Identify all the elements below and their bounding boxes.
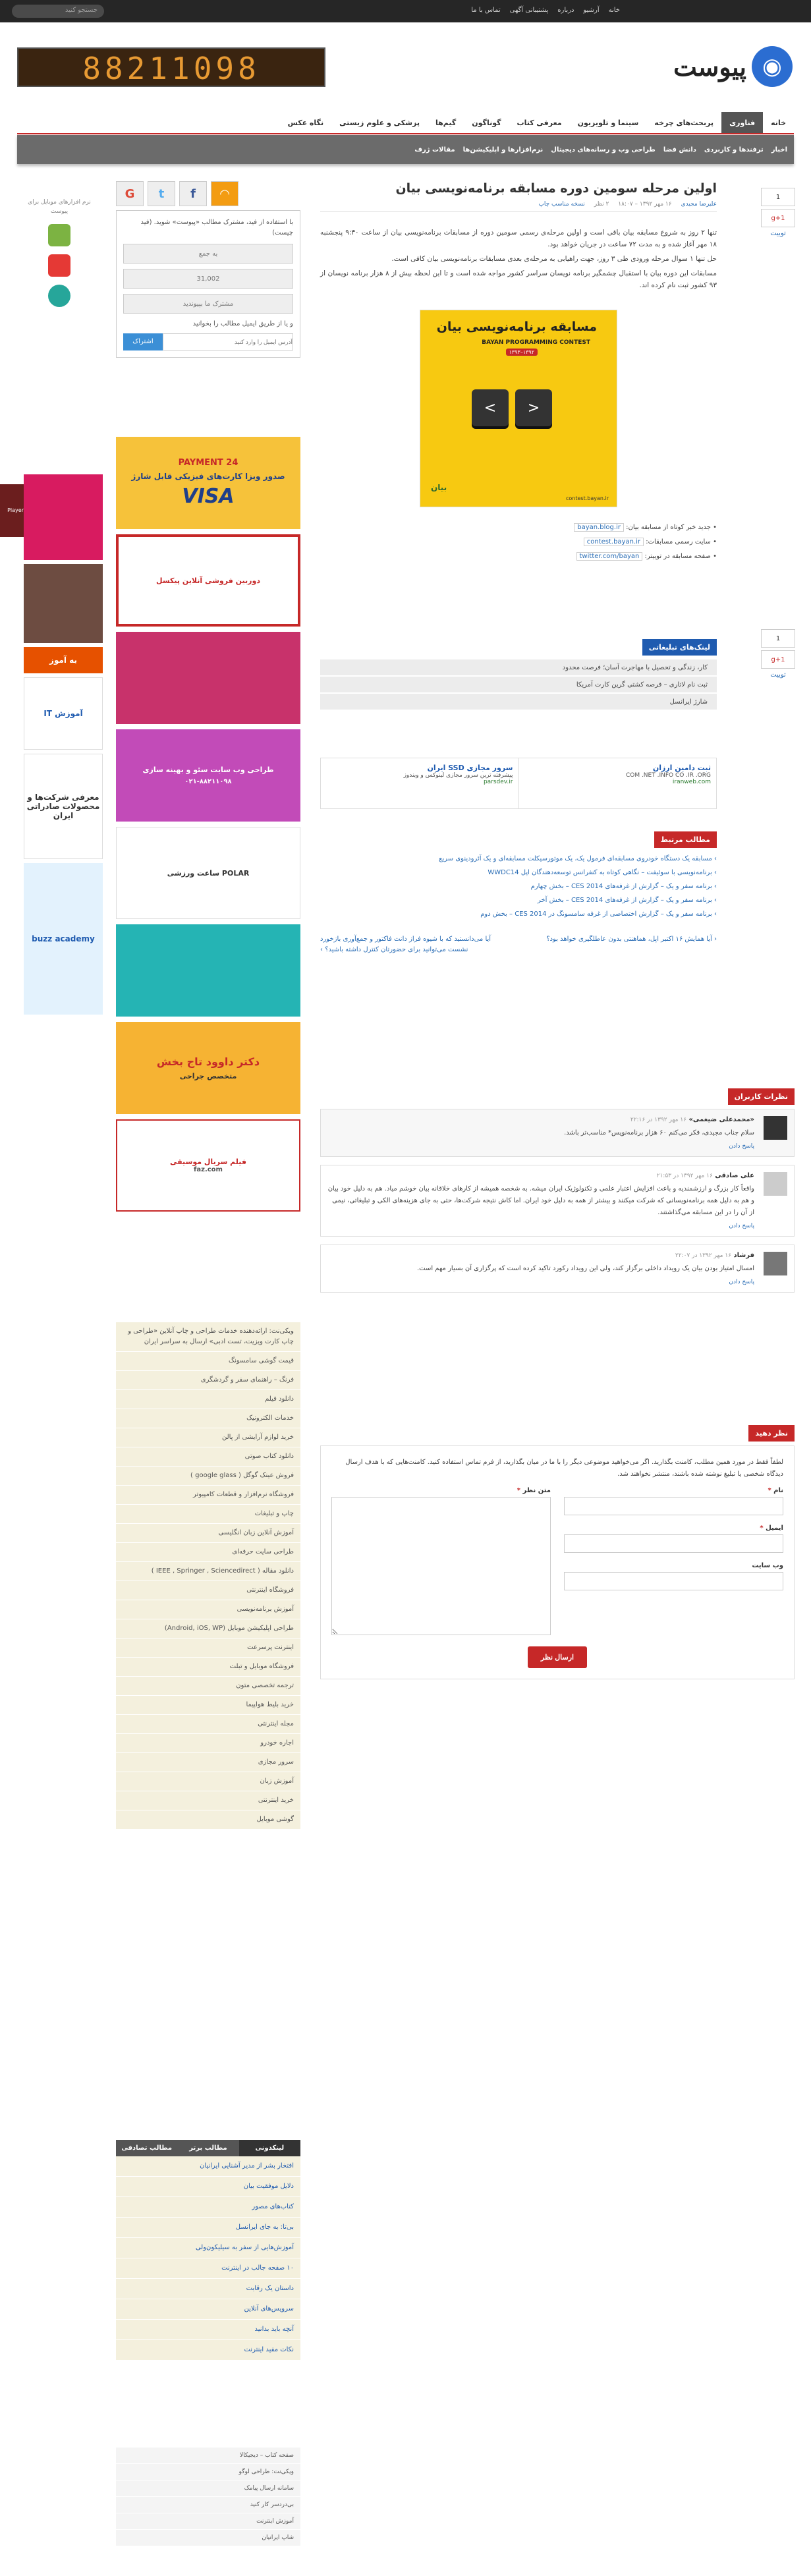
comment-author [327, 1116, 754, 1123]
comment-form-section [320, 1425, 795, 1679]
source-row: • سایت رسمی مسابقات: contest.bayan.ir [320, 535, 717, 549]
sponsored-link[interactable]: آموزش آنلاین زبان انگلیسی [116, 1524, 300, 1543]
social-icons [116, 181, 300, 206]
avatar [764, 1252, 787, 1275]
comment-form [320, 1445, 795, 1679]
tab-item[interactable]: آنچه باید بدانید [116, 2320, 300, 2340]
ad-link[interactable]: شارژ ایرانسل [320, 694, 717, 711]
left-ad-text: معرفی شرکت‌ها و محصولات صادراتی ایران [26, 793, 100, 820]
reply-link[interactable]: پاسخ دادن [729, 1279, 754, 1285]
article-paragraph: مسابقات این دوره بیان با استقبال چشمگیر برنامه نویسان سراسر کشور مواجه شده است و تا این لحظه بیش از ۸ هزار برنامه نویسان از ۹۳ کشور ثبت نام کرده اند. [320, 269, 717, 289]
contest-poster [420, 310, 617, 507]
logo-text: پیوست [673, 51, 746, 82]
source-link[interactable]: bayan.blog.ir [574, 523, 624, 532]
left-ad[interactable] [24, 564, 103, 643]
sponsored-link[interactable]: مجله اینترنتی [116, 1715, 300, 1734]
subnav-item[interactable]: نرم‌افزارها و اپلیکیشن‌ها [462, 146, 544, 154]
sponsored-link[interactable]: فروشگاه موبایل و تبلت [116, 1658, 300, 1677]
comment-author-name[interactable]: «محمدعلی ضیغمی» [688, 1116, 754, 1123]
sponsored-link[interactable]: چاپ و تبلیغات [116, 1505, 300, 1524]
share-rating-2 [761, 629, 795, 679]
top-link[interactable]: آرشیو [583, 7, 600, 14]
ad-links [320, 639, 717, 711]
related-heading: مطالب مرتبط [654, 831, 717, 848]
print-link[interactable]: نسخه مناسب چاپ [538, 201, 585, 208]
source-label: سایت رسمی مسابقات: [646, 538, 711, 546]
source-label: جدید خبر کوتاه از مسابقه بیان: [626, 524, 711, 531]
sponsored-link[interactable]: اینترنت پرسرعت [116, 1638, 300, 1658]
comment-text: امسال امتیاز بودن بیان یک رویداد داخلی برگزار کند، ولی این رویداد رکورد تاکید کرده است که پرگزاری آن بسیار مهم است. [416, 1265, 754, 1272]
article [320, 181, 717, 571]
share-rating [761, 188, 795, 237]
ad-payment[interactable] [116, 437, 300, 529]
sponsored-link[interactable]: ترجمه تخصصی متون [116, 1677, 300, 1696]
email-label-text: ایمیل [766, 1525, 783, 1532]
name-label-text: نام [773, 1487, 783, 1494]
nav-item[interactable]: گیم‌ها [435, 119, 457, 127]
related-item[interactable]: › برنامه سفر و یک – گزارش اختصاصی از غرفه سامسونگ در 2014 CES – بخش دوم [480, 910, 717, 918]
reply-link[interactable]: پاسخ دادن [729, 1223, 754, 1229]
avatar [764, 1172, 787, 1196]
poster-subtitle: BAYAN PROGRAMMING CONTEST [482, 339, 590, 346]
ad-doctor[interactable] [116, 1022, 300, 1114]
source-links [320, 520, 717, 564]
tab-item[interactable]: نکات مفید اینترنت [116, 2340, 300, 2361]
rss-icon[interactable]: ◠ [211, 181, 238, 206]
site-logo[interactable] [673, 46, 793, 87]
prev-post-text[interactable]: آیا همایش ۱۶ اکتبر اپل، هماهنتی بدون عاطلگیری خواهد بود؟ [546, 936, 712, 943]
subscribe-button[interactable]: به جمع [123, 244, 293, 264]
ad-text: POLAR ساعت ورزشی [167, 868, 250, 878]
left-player-panel[interactable] [0, 484, 24, 537]
comment-author-name[interactable]: فرشاد [733, 1252, 754, 1259]
footer-link[interactable]: شاپ ایرانیان [116, 2530, 300, 2546]
sponsored-link[interactable]: فروشگاه اینترنتی [116, 1581, 300, 1600]
related-item[interactable]: › برنامه سفر و یک – گزارش از غرفه‌های 2014 CES – بخش آخر [537, 897, 717, 904]
top-link[interactable]: خانه [608, 7, 620, 14]
sponsored-link[interactable]: فرنگ – راهنمای سفر و گردشگری [116, 1371, 300, 1390]
flipboard-icon[interactable] [48, 254, 70, 277]
nav-item[interactable]: گوناگون [472, 119, 501, 127]
ad-links-list [320, 659, 717, 711]
sponsored-link[interactable]: ویکی‌نت: ارائه‌دهنده خدمات طراحی و چاپ آنلاین «طراحی و چاپ کارت ویزیت، تست ادبی» ارسال به سراسر ایران [116, 1322, 300, 1352]
arrow-left-icon: < [515, 389, 552, 426]
footer-link[interactable]: صفحه کتاب – دیجیکالا [116, 2448, 300, 2464]
tweet-link[interactable]: توییت [770, 230, 786, 237]
nav-item[interactable]: نگاه عکس [287, 119, 324, 127]
article-meta [320, 201, 717, 212]
comment-form-intro: لطفاً فقط در مورد همین مطلب، کامنت بگذارید. اگر می‌خواهید موضوعی دیگر را با ما در میان بگذارید، از فرم تماس استفاده کنید. کامنت‌هایی که با هدف ارسال دیدگاه شخصی یا تبلیغ نوشته شده باشند، منتشر نخواهند شد. [345, 1459, 783, 1478]
tab-body [116, 2156, 300, 2361]
comment-author [327, 1172, 754, 1179]
footer-link[interactable]: بی‌دردسر کار کنید [116, 2497, 300, 2513]
sponsored-link[interactable]: اجاره خودرو [116, 1734, 300, 1753]
ad-teal[interactable] [116, 924, 300, 1017]
footer-links [116, 2448, 300, 2546]
article-paragraph: حل تنها ۱ سوال مرحله ورودی طی ۳ روز، جهت راهیابی به مرحله‌ی بعدی مسابقات برنامه‌نویسی بیان کافی است. [391, 255, 717, 263]
text-label: متن نظر * [517, 1487, 551, 1494]
ad-text: فیلم سریال موسیقی [170, 1158, 246, 1166]
apps-text: نرم افزارهای موبایل برای پیوست [28, 199, 91, 215]
ad-banner-url: iranweb.com [672, 779, 711, 785]
related-list [320, 852, 717, 921]
related-item-text[interactable]: برنامه سفر و یک – گزارش اختصاصی از غرفه سامسونگ در 2014 CES – بخش دوم [480, 910, 712, 918]
tab-bar [116, 2140, 300, 2156]
article-date: ۱۶ مهر ۱۳۹۲ – ۱۸:۰۷ [618, 201, 672, 208]
prev-next-nav [320, 934, 717, 955]
website-field[interactable] [564, 1572, 783, 1590]
tab-item[interactable]: بی‌تا: به جای ایرانسل [116, 2218, 300, 2238]
top-link[interactable]: پشتیبانی آگهی [509, 7, 549, 14]
article-comments[interactable]: ۲ نظر [594, 201, 609, 208]
main-nav [17, 112, 794, 134]
related-item[interactable]: › برنامه سفر و یک – گزارش از غرفه‌های 2014 CES – بخش چهارم [530, 883, 717, 890]
ad-text: دکتر داوود تاج بخش [156, 1055, 260, 1068]
join-button[interactable]: مشترک ما بپیوندید [123, 294, 293, 314]
left-ad[interactable] [24, 863, 103, 1015]
sponsored-link[interactable]: خرید اینترنتی [116, 1791, 300, 1810]
article-author[interactable]: علیرضا مجیدی [681, 201, 717, 208]
next-post-link[interactable]: آیا می‌دانستید که با شیوه فراز دانت فاکتور و جمع‌آوری بازخورد نشست می‌توانید برای حضورتان کنترل داشته باشید؟ › [320, 936, 491, 953]
article-paragraph: تنها ۲ روز به شروع مسابقه بیان باقی است و اولین مرحله‌ی رسمی سومین دوره از مسابقات برنامه‌نویسی بیان از ساعت ۹:۳۰ پنجشنبه ۱۸ مهر آغاز شده و به مدت ۷۲ ساعت در جریان خواهد بود. [320, 229, 717, 248]
tweet-link[interactable]: توییت [770, 671, 786, 679]
nav-item[interactable]: پربحث‌های چرخه [654, 119, 714, 127]
comment-text: سلام جناب مجیدی، فکر می‌کنم ۶۰ هزار برنامه‌نویس* مناسب‌تر باشد. [564, 1129, 754, 1136]
poster-keys [472, 389, 552, 426]
footer-link[interactable]: سامانه ارسال پیامک [116, 2480, 300, 2497]
ad-banner[interactable] [320, 758, 717, 809]
left-ad-text: به آموز [49, 656, 77, 665]
comment-textarea[interactable] [331, 1497, 551, 1635]
subnav-item[interactable]: مقالات ژرف [414, 146, 455, 154]
related-item-text[interactable]: برنامه‌نویسی با سوئیفت – نگاهی کوتاه به کنفرانس توسعه‌دهندگان اپل WWDC14 [488, 869, 712, 876]
ad-faz[interactable] [116, 1119, 300, 1212]
opera-icon[interactable] [48, 285, 70, 307]
ad-pink[interactable] [116, 632, 300, 724]
comments-heading: نظرات کاربران [728, 1088, 795, 1105]
comment-date: ۱۶ مهر ۱۳۹۲ در ۲۲:۱۶ [630, 1117, 686, 1123]
submit-comment-button[interactable]: ارسال نظر [528, 1646, 587, 1668]
poster-title: مسابقه برنامه‌نویسی بیان [436, 320, 597, 334]
google-icon[interactable]: G [116, 181, 144, 206]
left-ad[interactable] [24, 754, 103, 859]
ad-banner-sub: COM .NET .INFO CO .IR .ORG [625, 772, 711, 779]
phone-banner[interactable]: 88211098 [17, 47, 325, 87]
sponsored-link[interactable]: آموزش زبان [116, 1772, 300, 1791]
ad-webdesign[interactable] [116, 729, 300, 822]
left-ads [24, 474, 103, 1019]
top-links [471, 7, 620, 14]
sponsored-link[interactable]: دانلود فیلم [116, 1390, 300, 1409]
source-link[interactable]: contest.bayan.ir [584, 538, 644, 546]
subnav-item[interactable]: دانش فضا [663, 146, 696, 154]
left-ad[interactable] [24, 474, 103, 560]
subscribe-box [116, 210, 300, 358]
email-subscribe-text: و یا از طریق ایمیل مطالب را بخوانید [192, 320, 293, 327]
avatar [764, 1116, 787, 1140]
mobile-apps [26, 198, 92, 307]
tab-random[interactable]: مطالب تصادفی [121, 2144, 173, 2152]
comment-author-name[interactable]: علی صادقی [715, 1172, 754, 1179]
article-title: اولین مرحله سومین دوره مسابقه برنامه‌نویسی بیان [395, 181, 717, 196]
ad-links-heading: لینک‌های تبلیغاتی [642, 639, 717, 656]
subscribe-email-button[interactable]: اشتراک [123, 333, 163, 350]
ad-text: طراحی وب سایت سئو و بهینه سازی [142, 766, 274, 774]
sponsored-link[interactable]: خرید بلیط هواپیما [116, 1696, 300, 1715]
text-label-text: متن نظر [522, 1487, 551, 1494]
ad-banner-sub: پیشرفته ترین سرور مجازی لینوکس و ویندوز [403, 772, 513, 779]
sponsored-link[interactable]: فروشگاه نرم‌افزار و قطعات کامپیوتر [116, 1486, 300, 1505]
tab-top[interactable]: مطالب برتر [189, 2144, 227, 2152]
comment-date: ۱۶ مهر ۱۳۹۲ در ۲۱:۵۳ [656, 1173, 713, 1179]
left-ad[interactable] [24, 647, 103, 673]
left-ad-text: آموزش IT [43, 709, 83, 718]
ad-camera[interactable] [116, 534, 300, 627]
top-search-input[interactable]: جستجو کنید [12, 5, 104, 18]
comment [320, 1109, 795, 1157]
ad-banner-title: سرور مجازی SSD ایران [427, 764, 513, 772]
ad-polar[interactable] [116, 827, 300, 919]
poster-logo: بیان [431, 483, 447, 492]
related-item-text[interactable]: برنامه سفر و یک – گزارش از غرفه‌های 2014 CES – بخش آخر [537, 897, 712, 904]
sponsored-link[interactable]: قیمت گوشی سامسونگ [116, 1352, 300, 1371]
ad-sub: PAYMENT 24 [178, 458, 238, 468]
source-label: صفحه مسابقه در توییتر: [644, 553, 711, 560]
twitter-icon[interactable]: t [148, 181, 175, 206]
like-count[interactable]: 1 [761, 188, 795, 206]
left-ad[interactable] [24, 677, 103, 750]
tab-item[interactable]: دلایل موفقیت بیان [116, 2177, 300, 2197]
subscriber-count: 31,002 [123, 269, 293, 289]
facebook-icon[interactable]: f [179, 181, 207, 206]
subnav-item[interactable]: اخبار [771, 146, 787, 154]
comment-author [327, 1252, 754, 1259]
tab-links[interactable]: لینکدونی [239, 2140, 300, 2156]
prev-post-link[interactable]: ‹ آیا همایش ۱۶ اکتبر اپل، هماهنتی بدون عاطلگیری خواهد بود؟ [546, 936, 717, 943]
android-icon[interactable] [48, 224, 70, 246]
ad-link[interactable]: ثبت نام لاتاری – فرصه کشتی گرین کارت آمریکا [320, 677, 717, 694]
ad-sub: متخصص جراحی [179, 1072, 237, 1080]
like-count[interactable]: 1 [761, 629, 795, 648]
player-label: Player [7, 507, 24, 513]
poster-url: contest.bayan.ir [565, 495, 609, 501]
ad-banner-left[interactable] [321, 758, 518, 808]
left-ad-text: buzz academy [32, 934, 95, 943]
subscribe-text: با استفاده از فید، مشترک مطالب «پیوست» شوید. (فید چیست) [140, 219, 293, 237]
tab-item[interactable]: سرویس‌های آنلاین [116, 2299, 300, 2320]
ad-link[interactable]: کار، زندگی و تحصیل با مهاجرت آسان؛ فرصت محدود [320, 659, 717, 677]
top-bar [0, 0, 811, 22]
ad-banner-title: ثبت دامین ارزان [652, 764, 711, 772]
sponsored-link[interactable]: خرید لوازم آرایشی از پالن [116, 1428, 300, 1447]
tab-item[interactable]: ۱۰ صفحه جالب در اینترنت [116, 2258, 300, 2279]
poster-badge: ۱۳۹۲–۱۳۹۳ [506, 349, 538, 356]
top-link[interactable]: تماس با ما [471, 7, 501, 14]
related-posts [320, 831, 717, 955]
sponsored-link[interactable]: دانلود کتاب صوتی [116, 1447, 300, 1467]
related-item-text[interactable]: برنامه سفر و یک – گزارش از غرفه‌های 2014 CES – بخش چهارم [530, 883, 712, 890]
related-item[interactable]: › مسابقه یک دستگاه خودروی مسابقه‌ای فرمول یک، یک موتورسیکلت مسابقه‌ای و یک آئرودینوی سریع [439, 855, 717, 862]
sponsored-link[interactable]: سرور مجازی [116, 1753, 300, 1772]
sponsored-link[interactable]: دانلود مقاله ( IEEE , Springer , Sciencedirect ) [116, 1562, 300, 1581]
sub-nav [17, 135, 794, 164]
comment [320, 1165, 795, 1237]
ad-banner-right[interactable] [518, 758, 717, 808]
logo-icon: ◉ [752, 46, 793, 87]
sidebar [116, 181, 300, 1217]
sponsored-links [116, 1322, 300, 1830]
email-label: ایمیل * [760, 1525, 783, 1532]
email-field[interactable] [564, 1534, 783, 1553]
sponsored-link[interactable]: خدمات الکترونیک [116, 1409, 300, 1428]
related-item[interactable]: › برنامه‌نویسی با سوئیفت – نگاهی کوتاه به کنفرانس توسعه‌دهندگان اپل WWDC14 [488, 869, 717, 876]
next-post-text[interactable]: آیا می‌دانستید که با شیوه فراز دانت فاکتور و جمع‌آوری بازخورد نشست می‌توانید برای حضورتان کنترل داشته باشید؟ [320, 936, 491, 953]
ad-sub: ۰۲۱-۸۸۲۱۱۰۹۸ [184, 778, 232, 785]
footer-link[interactable]: ویکی‌نت: طراحی لوگو [116, 2464, 300, 2480]
comment [320, 1245, 795, 1293]
comment-text: واقعاً کار بزرگ و ارزشمندیه و باعث افزایش اعتبار علمی و تکنولوژیک ایران میشه. به شخصه همیشه از کارهای خلاقانه بیان خوشم میاد. هم به دلیل خود بیان و هم به دلیل همه برنامه‌نویسانی که شرکت میکنند و بیشتر از همه به دلیل خود ایران. اما کاش نتیجه شرکت‌ها، حتی به جای هزینه‌های الکی و تبلیغاتی، نیمی از آن را در این مسابقه می‌گذاشتند. [327, 1185, 754, 1216]
tab-item[interactable]: کتاب‌های مصور [116, 2197, 300, 2218]
source-row: • جدید خبر کوتاه از مسابقه بیان: bayan.blog.ir [320, 520, 717, 535]
sponsored-link[interactable]: فروش عینک گوگل ( google glass ) [116, 1467, 300, 1486]
subnav-item[interactable]: طراحی وب و رسانه‌های دیجیتال [551, 146, 656, 154]
related-item-text[interactable]: مسابقه یک دستگاه خودروی مسابقه‌ای فرمول یک، یک موتورسیکلت مسابقه‌ای و یک آئرودینوی سریع [439, 855, 712, 862]
arrow-right-icon: > [472, 389, 509, 426]
source-row: • صفحه مسابقه در توییتر: twitter.com/bayan [320, 549, 717, 564]
reply-link[interactable]: پاسخ دادن [729, 1143, 754, 1150]
footer-link[interactable]: آموزش اینترنت [116, 2513, 300, 2530]
subnav-item[interactable]: ترفندها و کاربردی [704, 146, 764, 154]
nav-item[interactable]: خانه [771, 119, 786, 127]
nav-item-active[interactable]: فناوری [721, 112, 763, 133]
nav-item[interactable]: پزشکی و علوم زیستی [339, 119, 420, 127]
gplus-button[interactable]: g+1 [761, 650, 795, 669]
name-field[interactable] [564, 1497, 783, 1515]
top-link[interactable]: درباره [557, 7, 574, 14]
comments-section [320, 1088, 795, 1301]
tab-item[interactable]: آموزش‌هایی از سفر به سیلیکون‌ولی [116, 2238, 300, 2258]
name-label: نام * [768, 1487, 783, 1494]
nav-item[interactable]: معرفی کتاب [517, 119, 562, 127]
ad-banner-url: parsdev.ir [483, 779, 513, 785]
gplus-button[interactable]: g+1 [761, 209, 795, 227]
ad-text: صدور ویزا کارت‌های فیزیکی قابل شارژ [131, 472, 285, 481]
ad-sub: faz.com [194, 1166, 223, 1173]
subscribe-email-input[interactable] [163, 333, 293, 350]
visa-logo: VISA [182, 485, 235, 508]
source-link[interactable]: twitter.com/bayan [576, 552, 643, 561]
ad-text: دوربین فروشی آنلاین پیکسل [156, 576, 260, 585]
tab-item[interactable]: افتخار بشر از مدیر آشنایی ایرانیان [116, 2156, 300, 2177]
sponsored-link[interactable]: طراحی سایت حرفه‌ای [116, 1543, 300, 1562]
nav-item[interactable]: سینما و تلویزیون [577, 119, 639, 127]
sponsored-link[interactable]: طراحی اپلیکیشن موبایل (Android, iOS, WP) [116, 1619, 300, 1638]
tab-item[interactable]: داستان یک رقابت [116, 2279, 300, 2299]
comment-date: ۱۶ مهر ۱۳۹۲ در ۲۲:۰۷ [675, 1252, 732, 1259]
sponsored-link[interactable]: گوشی موبایل [116, 1810, 300, 1830]
sponsored-link[interactable]: آموزش برنامه‌نویسی [116, 1600, 300, 1619]
comment-form-heading: نظر دهید [748, 1425, 795, 1442]
website-label: وب سایت [752, 1562, 783, 1569]
tabs-widget [116, 2140, 300, 2361]
